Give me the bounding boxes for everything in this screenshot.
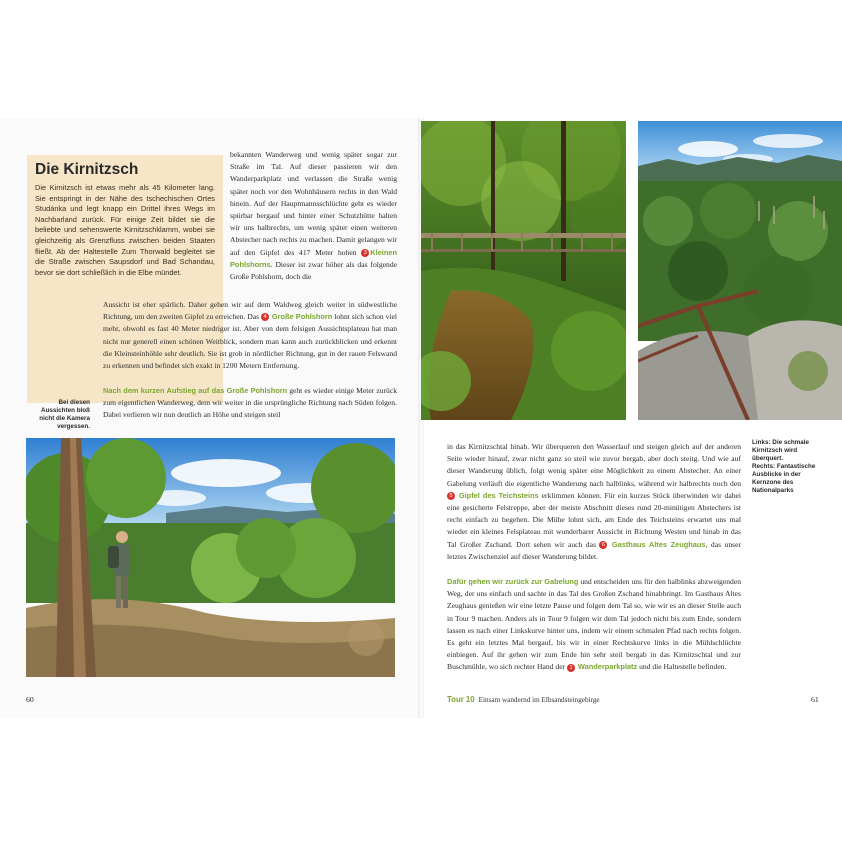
right-first-paragraph: [447, 441, 741, 563]
section-heading: Nach dem kurzen Aufstieg auf das Große Pohlshorn: [103, 386, 288, 395]
tour-subtitle: Einsam wandernd im Elbsandsteingebirge: [478, 696, 600, 704]
link-wanderparkplatz: Wanderparkplatz: [577, 662, 638, 672]
text-segment: und entscheiden uns für den halblinks abzweigenden Weg, der uns einfach und sachte in das Tal des Großen Zschand hinabbringt. Im Gasthaus Altes Zeughaus genießen wir eine letzte Pause und folgen dem Tal so, wie wir es an dieser Stelle auch in Tour 9 machen. Anders als in Tour 9 folgen wir dem Tal jedoch nicht bis zum Ende, sondern lassen es nach einer Linkskurve hinter uns, indem wir einem schmalen Pfad nach rechts folgen. Es geht ein letztes Mal bergauf, bis wir in einer Rechtskurve links in die Mühlschlüchte einbiegen. Auf ihr gehen wir zum Ende hin sehr steil bergab in das Kirnitzschtal und zur Buschmühle, wo sich rechter Hand der: [447, 577, 741, 672]
tour-label: Tour 10: [447, 695, 475, 704]
left-column-text: [230, 149, 397, 283]
link-gipfel-teichstein: Gipfel des Teichsteins: [458, 490, 539, 500]
info-box-title: Die Kirnitzsch: [35, 161, 139, 178]
text-segment: geht es wieder einige Meter zurück zum eigentlichen Wanderweg, dem wir weiter in die ursprüngliche Richtung nach Süden folgen. Dabei verlieren wir nun deutlich an Höhe und steigen steil: [103, 386, 397, 420]
marker-6: 6: [599, 541, 607, 549]
page-number-right: 61: [811, 695, 819, 704]
caption-left-photo: Links: Die schmale Kirnitzsch wird überquert.: [752, 439, 810, 462]
left-second-paragraph: [103, 385, 397, 422]
caption-right-photo: Rechts: Fantastische Ausblicke in der Kernzone des Nationalparks: [752, 463, 816, 494]
text-segment: lohnt sich schon viel mehr, obwohl es fast 40 Meter niedriger ist. Aber von dem felsigen Aussichtsplateau hat man nicht nur generell einen schönen Weitblick, sondern man kann auch zurückblicken und erkennt die Kleinsteinhöhle sehr deutlich. Sie ist grob in nördlicher Richtung, gut in der rauen Felswand zu erkennen und befindet sich exakt in 1200 Metern Entfernung.: [103, 312, 397, 371]
link-kleinen-pohlshorns: Kleinen Pohlshorns: [230, 247, 397, 269]
info-box-text: Die Kirnitzsch ist etwas mehr als 45 Kilometer lang. Sie entspringt in der Nähe des tschechischen Ortes Studánka und legt knapp ein Drittel ihres Wegs im Nachbarland zurück. Für einige Zeit bildet sie die beliebte und sehenswerte Kirnitzschklamm, wobei sie gleichzeitig als Grenzfluss zwischen beiden Staaten fließt. Ab der Haltestelle Zum Thorwald begleitet sie die Straße zwischen Saupsdorf und Bad Schandau, bevor sie dort schließlich in die Elbe mündet.: [35, 183, 215, 277]
book-spread: [0, 118, 842, 718]
caption-right-photos: [752, 439, 827, 495]
marker-1: 1: [567, 664, 575, 672]
marker-4: 4: [261, 313, 269, 321]
text-segment: in das Kirnitzschtal hinab. Wir überqueren den Wasserlauf und steigen gleich auf der anderen Seite wieder hinauf, zwar nicht ganz so steil wie zuvor bergab, aber doch steitg. Und wie auf dieser Wanderung üblich, folgt wenig später eine Möglichkeit zu einem Abstecher. An einer Gabelung verläuft die eigentliche Wanderung nach halblinks, während wir halbrechts noch den: [447, 442, 741, 488]
text-segment: , das unser letztes Zwischenziel auf dieser Wanderung bildet.: [447, 539, 741, 561]
marker-3: 3: [361, 249, 369, 257]
link-grosse-pohlshorn: Große Pohlshorn: [271, 312, 333, 322]
marker-5: 5: [447, 492, 455, 500]
text-segment: und die Haltestelle befinden.: [639, 662, 727, 672]
link-gasthaus: Gasthaus Altes Zeughaus: [611, 539, 706, 549]
photo-national-park-view: [638, 121, 842, 420]
running-footer: [447, 695, 600, 704]
left-wide-text: [103, 299, 397, 372]
text-segment: . Dieser ist zwar höher als das folgende Große Pohlshorn, doch die: [230, 259, 397, 282]
section-heading: Dafür gehen wir zurück zur Gabelung: [447, 577, 579, 586]
right-second-paragraph: [447, 576, 741, 674]
text-segment: Aussicht ist eher spärlich. Daher gehen wir auf dem Waldweg gleich weiter in südwestliche Richtung, um den zweiten Gipfel zu erreichen. Das: [103, 300, 397, 322]
text-segment: bekannten Wanderweg und wenig später sogar zur Straße im Tal. Auf dieser passieren wir den Wanderparkplatz und verlassen die Straße wenig später noch vor den Wohnhäusern rechts in den Wald hinein. Auf der Hauptmannsschlüchte geht es wieder spürbar bergauf und hinter einer Schutzhütte halten wir uns halbrechts, um wenig später einen weiteren Abstecher nach rechts zu machen. Damit gelangen wir auf den Gipfel des 417 Meter hohen: [230, 150, 397, 257]
photo-hiker-viewpoint: [26, 438, 395, 677]
text-segment: erklimmen können. Für ein kurzes Stück überwinden wir dabei eine gesicherte Felstreppe, aber der meiste Abschnitt dieses rund 20-minütigen Abstechers ist recht einfach zu begehen. Die Mühe lohnt sich, am Ende des Teichsteins erwartet uns mal wieder ein kleines Felsplateau mit wunderbarer Aussicht in Richtung Westen und hinab in das Tal Großer Zschand. Dort sehen wir auch das: [447, 490, 741, 549]
photo-forest-bridge: [421, 121, 626, 420]
caption-hiker-photo: Bei diesen Aussichten bloß nicht die Kamera vergessen.: [39, 399, 90, 430]
page-number-left: 60: [26, 695, 34, 704]
